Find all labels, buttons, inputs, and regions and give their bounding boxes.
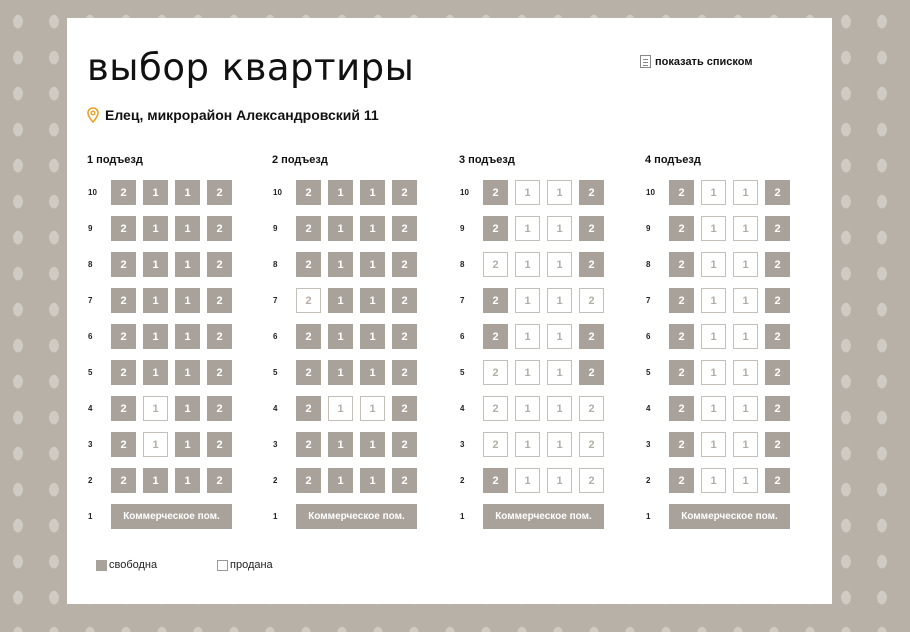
apartment-chooser-card — [67, 18, 832, 604]
floor-row — [272, 396, 432, 421]
floor-row — [459, 180, 619, 205]
apartment-sold[interactable]: 1 — [515, 288, 540, 313]
apartment-free[interactable]: 1 — [328, 360, 353, 385]
floor-row — [645, 360, 805, 385]
apartment-free[interactable]: 2 — [392, 252, 417, 277]
show-list-button[interactable] — [640, 55, 752, 68]
apartment-free[interactable]: 1 — [360, 468, 385, 493]
floor-row — [272, 180, 432, 205]
apartment-free[interactable]: 2 — [765, 180, 790, 205]
floor-row — [87, 360, 247, 385]
apartment-free[interactable]: 2 — [669, 216, 694, 241]
apartment-sold[interactable]: 1 — [701, 252, 726, 277]
floor-number: 4 — [273, 404, 278, 413]
apartment-sold[interactable]: 1 — [547, 216, 572, 241]
floor-row — [459, 468, 619, 493]
floor-row — [645, 252, 805, 277]
apartment-sold[interactable]: 1 — [701, 324, 726, 349]
floor-number: 4 — [646, 404, 651, 413]
floor-number: 4 — [460, 404, 465, 413]
commercial-premises-button[interactable]: Коммерческое пом. — [669, 504, 790, 529]
apartment-free[interactable]: 2 — [296, 396, 321, 421]
apartment-sold[interactable]: 1 — [515, 396, 540, 421]
floor-row — [645, 288, 805, 313]
apartment-sold[interactable]: 1 — [733, 288, 758, 313]
apartment-free[interactable]: 2 — [296, 360, 321, 385]
apartment-free[interactable]: 1 — [328, 288, 353, 313]
apartment-free[interactable]: 2 — [669, 468, 694, 493]
apartment-free[interactable]: 2 — [111, 360, 136, 385]
floor-row — [87, 396, 247, 421]
floor-row — [272, 216, 432, 241]
floor-row — [272, 504, 432, 529]
floor-number: 7 — [646, 296, 651, 305]
apartment-free[interactable]: 2 — [765, 360, 790, 385]
apartment-free[interactable]: 1 — [175, 468, 200, 493]
apartment-sold[interactable]: 1 — [701, 180, 726, 205]
apartment-sold[interactable]: 1 — [515, 360, 540, 385]
floor-row — [272, 288, 432, 313]
floor-row — [459, 216, 619, 241]
apartment-sold[interactable]: 1 — [515, 432, 540, 457]
apartment-free[interactable]: 1 — [175, 360, 200, 385]
legend-sold — [217, 559, 273, 571]
floor-row — [645, 432, 805, 457]
floor-number: 5 — [273, 368, 278, 377]
apartment-free[interactable]: 1 — [143, 468, 168, 493]
apartment-free[interactable]: 1 — [143, 360, 168, 385]
floor-row — [87, 288, 247, 313]
apartment-free[interactable]: 1 — [328, 180, 353, 205]
apartment-sold[interactable]: 1 — [515, 252, 540, 277]
floor-number: 7 — [88, 296, 93, 305]
floor-number: 6 — [460, 332, 465, 341]
apartment-free[interactable]: 2 — [579, 180, 604, 205]
apartment-free[interactable]: 2 — [111, 252, 136, 277]
entrance-3 — [459, 154, 619, 540]
floor-number: 10 — [646, 188, 655, 197]
floor-row — [459, 324, 619, 349]
entrance-2 — [272, 154, 432, 540]
floor-number: 7 — [460, 296, 465, 305]
apartment-free[interactable]: 2 — [765, 468, 790, 493]
apartment-free[interactable]: 1 — [175, 396, 200, 421]
floor-number: 9 — [646, 224, 651, 233]
apartment-free[interactable]: 2 — [296, 468, 321, 493]
apartment-free[interactable]: 2 — [392, 216, 417, 241]
apartment-sold[interactable]: 1 — [547, 288, 572, 313]
apartment-sold[interactable]: 1 — [701, 432, 726, 457]
apartment-free[interactable]: 2 — [579, 324, 604, 349]
floor-row — [459, 432, 619, 457]
floor-row — [272, 360, 432, 385]
apartment-free[interactable]: 2 — [111, 288, 136, 313]
floor-number: 2 — [273, 476, 278, 485]
floor-row — [87, 216, 247, 241]
apartment-free[interactable]: 1 — [143, 324, 168, 349]
apartment-sold[interactable]: 1 — [143, 432, 168, 457]
apartment-sold[interactable]: 1 — [547, 324, 572, 349]
apartment-free[interactable]: 1 — [360, 432, 385, 457]
apartment-free[interactable]: 1 — [360, 252, 385, 277]
floor-number: 5 — [88, 368, 93, 377]
commercial-premises-button[interactable]: Коммерческое пом. — [296, 504, 417, 529]
apartment-free[interactable]: 1 — [143, 180, 168, 205]
floor-row — [645, 216, 805, 241]
floor-number: 10 — [460, 188, 469, 197]
apartment-free[interactable]: 2 — [483, 468, 508, 493]
floor-row — [272, 432, 432, 457]
apartment-free[interactable]: 1 — [360, 324, 385, 349]
floor-number: 7 — [273, 296, 278, 305]
apartment-free[interactable]: 1 — [175, 432, 200, 457]
floor-number: 8 — [460, 260, 465, 269]
floor-row — [459, 360, 619, 385]
apartment-free[interactable]: 2 — [207, 180, 232, 205]
floor-number: 1 — [460, 512, 465, 521]
apartment-sold[interactable]: 1 — [733, 468, 758, 493]
apartment-free[interactable]: 1 — [328, 216, 353, 241]
apartment-free[interactable]: 2 — [207, 252, 232, 277]
apartment-sold[interactable]: 1 — [143, 396, 168, 421]
apartment-sold[interactable]: 1 — [547, 180, 572, 205]
entrance-title: 3 подъезд — [459, 154, 515, 166]
floor-row — [459, 252, 619, 277]
apartment-sold[interactable]: 1 — [701, 288, 726, 313]
floor-row — [645, 324, 805, 349]
entrance-1 — [87, 154, 247, 540]
apartment-free[interactable]: 2 — [392, 468, 417, 493]
apartment-free[interactable]: 1 — [143, 252, 168, 277]
apartment-free[interactable]: 2 — [765, 216, 790, 241]
apartment-free[interactable]: 1 — [328, 432, 353, 457]
apartment-free[interactable]: 2 — [765, 288, 790, 313]
apartment-sold[interactable]: 1 — [515, 180, 540, 205]
apartment-free[interactable]: 2 — [207, 360, 232, 385]
apartment-free[interactable]: 1 — [175, 288, 200, 313]
apartment-sold[interactable]: 1 — [328, 396, 353, 421]
floor-row — [87, 324, 247, 349]
floor-number: 5 — [460, 368, 465, 377]
floor-row — [272, 252, 432, 277]
apartment-sold[interactable]: 1 — [547, 252, 572, 277]
apartment-free[interactable]: 1 — [175, 180, 200, 205]
apartment-free[interactable]: 2 — [111, 468, 136, 493]
apartment-free[interactable]: 2 — [483, 216, 508, 241]
apartment-free[interactable]: 2 — [207, 216, 232, 241]
apartment-free[interactable]: 2 — [765, 324, 790, 349]
apartment-sold[interactable]: 1 — [701, 396, 726, 421]
floor-row — [645, 180, 805, 205]
apartment-sold[interactable]: 1 — [733, 216, 758, 241]
apartment-free[interactable]: 1 — [360, 216, 385, 241]
floor-number: 9 — [273, 224, 278, 233]
apartment-free[interactable]: 1 — [175, 216, 200, 241]
legend-free-label: свободна — [109, 559, 158, 571]
apartment-sold[interactable]: 1 — [547, 432, 572, 457]
apartment-free[interactable]: 2 — [296, 324, 321, 349]
apartment-sold[interactable]: 1 — [547, 396, 572, 421]
floor-number: 8 — [88, 260, 93, 269]
location-pin-icon — [87, 107, 99, 123]
floor-number: 1 — [273, 512, 278, 521]
entrance-title: 4 подъезд — [645, 154, 701, 166]
apartment-free[interactable]: 2 — [207, 288, 232, 313]
apartment-sold[interactable]: 1 — [701, 360, 726, 385]
apartment-sold[interactable]: 1 — [515, 324, 540, 349]
apartment-free[interactable]: 2 — [392, 396, 417, 421]
apartment-free[interactable]: 2 — [579, 252, 604, 277]
floor-row — [459, 504, 619, 529]
floor-number: 8 — [273, 260, 278, 269]
legend-sold-swatch — [217, 560, 228, 571]
apartment-free[interactable]: 2 — [207, 396, 232, 421]
apartment-free[interactable]: 2 — [669, 324, 694, 349]
apartment-sold[interactable]: 1 — [733, 180, 758, 205]
apartment-free[interactable]: 2 — [765, 432, 790, 457]
floor-row — [459, 288, 619, 313]
entrance-title: 2 подъезд — [272, 154, 328, 166]
apartment-free[interactable]: 2 — [207, 432, 232, 457]
floor-number: 9 — [88, 224, 93, 233]
floor-row — [87, 468, 247, 493]
apartment-free[interactable]: 1 — [328, 252, 353, 277]
floor-number: 5 — [646, 368, 651, 377]
apartment-free[interactable]: 2 — [483, 180, 508, 205]
floor-row — [272, 324, 432, 349]
apartment-free[interactable]: 2 — [669, 288, 694, 313]
apartment-sold[interactable]: 2 — [483, 396, 508, 421]
apartment-free[interactable]: 1 — [143, 216, 168, 241]
legend-free-swatch — [96, 560, 107, 571]
apartment-free[interactable]: 2 — [111, 324, 136, 349]
entrance-4 — [645, 154, 805, 540]
apartment-free[interactable]: 2 — [765, 396, 790, 421]
apartment-free[interactable]: 2 — [111, 432, 136, 457]
apartment-free[interactable]: 2 — [669, 432, 694, 457]
apartment-free[interactable]: 2 — [669, 396, 694, 421]
apartment-free[interactable]: 2 — [207, 468, 232, 493]
apartment-free[interactable]: 2 — [765, 252, 790, 277]
apartment-free[interactable]: 2 — [579, 360, 604, 385]
list-icon — [640, 55, 651, 68]
apartment-sold[interactable]: 2 — [296, 288, 321, 313]
apartment-free[interactable]: 2 — [392, 432, 417, 457]
apartment-free[interactable]: 2 — [111, 180, 136, 205]
apartment-sold[interactable]: 2 — [579, 396, 604, 421]
apartment-sold[interactable]: 1 — [701, 216, 726, 241]
apartment-free[interactable]: 1 — [175, 252, 200, 277]
apartment-free[interactable]: 2 — [669, 252, 694, 277]
floor-number: 9 — [460, 224, 465, 233]
floor-row — [87, 504, 247, 529]
apartment-free[interactable]: 2 — [579, 216, 604, 241]
floor-number: 2 — [646, 476, 651, 485]
floor-number: 3 — [646, 440, 651, 449]
apartment-free[interactable]: 1 — [328, 324, 353, 349]
apartment-free[interactable]: 2 — [669, 180, 694, 205]
apartment-free[interactable]: 2 — [296, 252, 321, 277]
floor-number: 3 — [460, 440, 465, 449]
floor-number: 2 — [460, 476, 465, 485]
apartment-sold[interactable]: 2 — [483, 432, 508, 457]
apartment-free[interactable]: 2 — [669, 360, 694, 385]
apartment-sold[interactable]: 1 — [360, 396, 385, 421]
floor-row — [87, 432, 247, 457]
apartment-free[interactable]: 1 — [360, 180, 385, 205]
apartment-free[interactable]: 2 — [111, 396, 136, 421]
apartment-sold[interactable]: 1 — [733, 324, 758, 349]
page-title: выбор квартиры — [87, 46, 415, 89]
apartment-free[interactable]: 2 — [483, 324, 508, 349]
apartment-free[interactable]: 2 — [392, 180, 417, 205]
apartment-free[interactable]: 1 — [175, 324, 200, 349]
apartment-sold[interactable]: 2 — [483, 252, 508, 277]
floor-number: 6 — [88, 332, 93, 341]
apartment-free[interactable]: 2 — [296, 180, 321, 205]
address — [87, 107, 379, 123]
apartment-free[interactable]: 2 — [392, 288, 417, 313]
apartment-free[interactable]: 1 — [360, 360, 385, 385]
apartment-sold[interactable]: 1 — [733, 396, 758, 421]
apartment-free[interactable]: 2 — [483, 288, 508, 313]
floor-row — [645, 396, 805, 421]
apartment-free[interactable]: 2 — [392, 324, 417, 349]
legend-free — [96, 559, 157, 571]
apartment-free[interactable]: 2 — [296, 216, 321, 241]
floor-number: 10 — [88, 188, 97, 197]
apartment-sold[interactable]: 1 — [547, 468, 572, 493]
floor-number: 4 — [88, 404, 93, 413]
apartment-free[interactable]: 2 — [111, 216, 136, 241]
apartment-sold[interactable]: 1 — [733, 432, 758, 457]
floor-number: 6 — [646, 332, 651, 341]
floor-number: 3 — [273, 440, 278, 449]
floor-row — [645, 468, 805, 493]
floor-row — [87, 252, 247, 277]
apartment-free[interactable]: 2 — [392, 360, 417, 385]
apartment-sold[interactable]: 1 — [733, 252, 758, 277]
floor-number: 2 — [88, 476, 93, 485]
floor-number: 1 — [646, 512, 651, 521]
apartment-free[interactable]: 1 — [360, 288, 385, 313]
commercial-premises-button[interactable]: Коммерческое пом. — [483, 504, 604, 529]
legend-sold-label: продана — [230, 559, 273, 571]
apartment-sold[interactable]: 1 — [515, 468, 540, 493]
apartment-sold[interactable]: 1 — [547, 360, 572, 385]
apartment-sold[interactable]: 2 — [483, 360, 508, 385]
floor-number: 10 — [273, 188, 282, 197]
apartment-free[interactable]: 2 — [296, 432, 321, 457]
floor-number: 6 — [273, 332, 278, 341]
apartment-sold[interactable]: 1 — [515, 216, 540, 241]
floor-number: 8 — [646, 260, 651, 269]
apartment-sold[interactable]: 2 — [579, 288, 604, 313]
floor-row — [272, 468, 432, 493]
apartment-sold[interactable]: 1 — [733, 360, 758, 385]
apartment-sold[interactable]: 2 — [579, 468, 604, 493]
floor-row — [645, 504, 805, 529]
floor-row — [459, 396, 619, 421]
address-text: Елец, микрорайон Александровский 11 — [105, 107, 379, 123]
floor-number: 1 — [88, 512, 93, 521]
apartment-sold[interactable]: 2 — [579, 432, 604, 457]
floor-number: 3 — [88, 440, 93, 449]
floor-row — [87, 180, 247, 205]
apartment-free[interactable]: 2 — [207, 324, 232, 349]
apartment-free[interactable]: 1 — [328, 468, 353, 493]
commercial-premises-button[interactable]: Коммерческое пом. — [111, 504, 232, 529]
apartment-sold[interactable]: 1 — [701, 468, 726, 493]
show-list-label: показать списком — [655, 55, 753, 68]
apartment-free[interactable]: 1 — [143, 288, 168, 313]
entrance-title: 1 подъезд — [87, 154, 143, 166]
